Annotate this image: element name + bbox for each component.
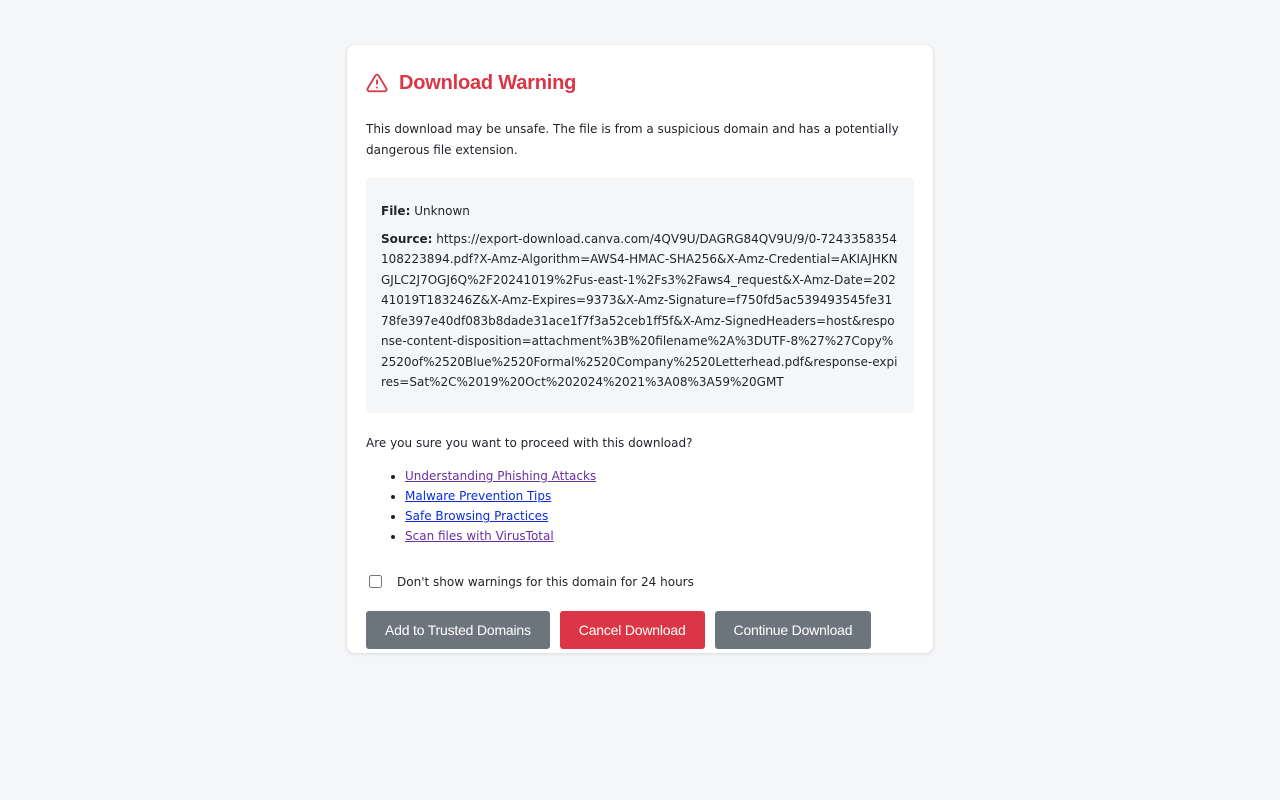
proceed-question: Are you sure you want to proceed with this download? [366, 435, 693, 450]
action-buttons [366, 611, 914, 649]
add-trusted-domains-button[interactable]: Add to Trusted Domains [366, 611, 550, 649]
dialog-header [366, 67, 914, 99]
link-virustotal[interactable]: Scan files with VirusTotal [405, 529, 554, 544]
link-understanding-phishing[interactable]: Understanding Phishing Attacks [405, 468, 597, 483]
continue-download-button[interactable]: Continue Download [715, 611, 872, 649]
security-links-list [366, 466, 914, 547]
link-malware-prevention[interactable]: Malware Prevention Tips [405, 488, 552, 503]
suppress-warnings-checkbox[interactable] [369, 575, 382, 588]
dialog-title: Download Warning [399, 71, 577, 94]
warning-message: This download may be unsafe. The file is from a suspicious domain and has a potentially dangerous file extension. [366, 122, 899, 157]
list-item [405, 466, 914, 486]
download-warning-dialog [347, 45, 933, 653]
list-item [405, 526, 914, 546]
list-item [405, 506, 914, 526]
link-safe-browsing[interactable]: Safe Browsing Practices [405, 509, 549, 524]
source-label: Source: [381, 231, 433, 246]
file-label: File: [381, 204, 411, 218]
file-value: Unknown [414, 204, 470, 218]
file-detail [381, 201, 899, 222]
suppress-warnings-label: Don't show warnings for this domain for 24 hours [397, 574, 694, 589]
download-details-box [366, 178, 914, 413]
list-item [405, 486, 914, 506]
warning-triangle-icon [366, 72, 388, 94]
cancel-download-button[interactable]: Cancel Download [560, 611, 705, 649]
suppress-warnings-option[interactable] [366, 572, 914, 592]
source-detail [381, 229, 899, 393]
source-url: https://export-download.canva.com/4QV9U/DAGRG84QV9U/9/0-7243358354108223894.pdf?X-Amz-Algorithm=AWS4-HMAC-SHA256&X-Amz-Credential=AKIAJHKNGJLC2J7OGJ6Q%2F20241019%2Fus-east-1%2Fs3%2Faws4_request&X-Amz-Date=20241019T183246Z&X-Amz-Expires=9373&X-Amz-Signature=f750fd5ac539493545fe3178fe397e40df083b8dade31ace1f7f3a52ceb1ff5f&X-Amz-SignedHeaders=host&response-content-disposition=attachment%3B%20filename%2A%3DUTF-8%27%27Copy%2520of%2520Blue%2520Formal%2520Company%2520Letterhead.pdf&response-expires=Sat%2C%2019%20Oct%202024%2021%3A08%3A59%20GMT [381, 231, 898, 389]
